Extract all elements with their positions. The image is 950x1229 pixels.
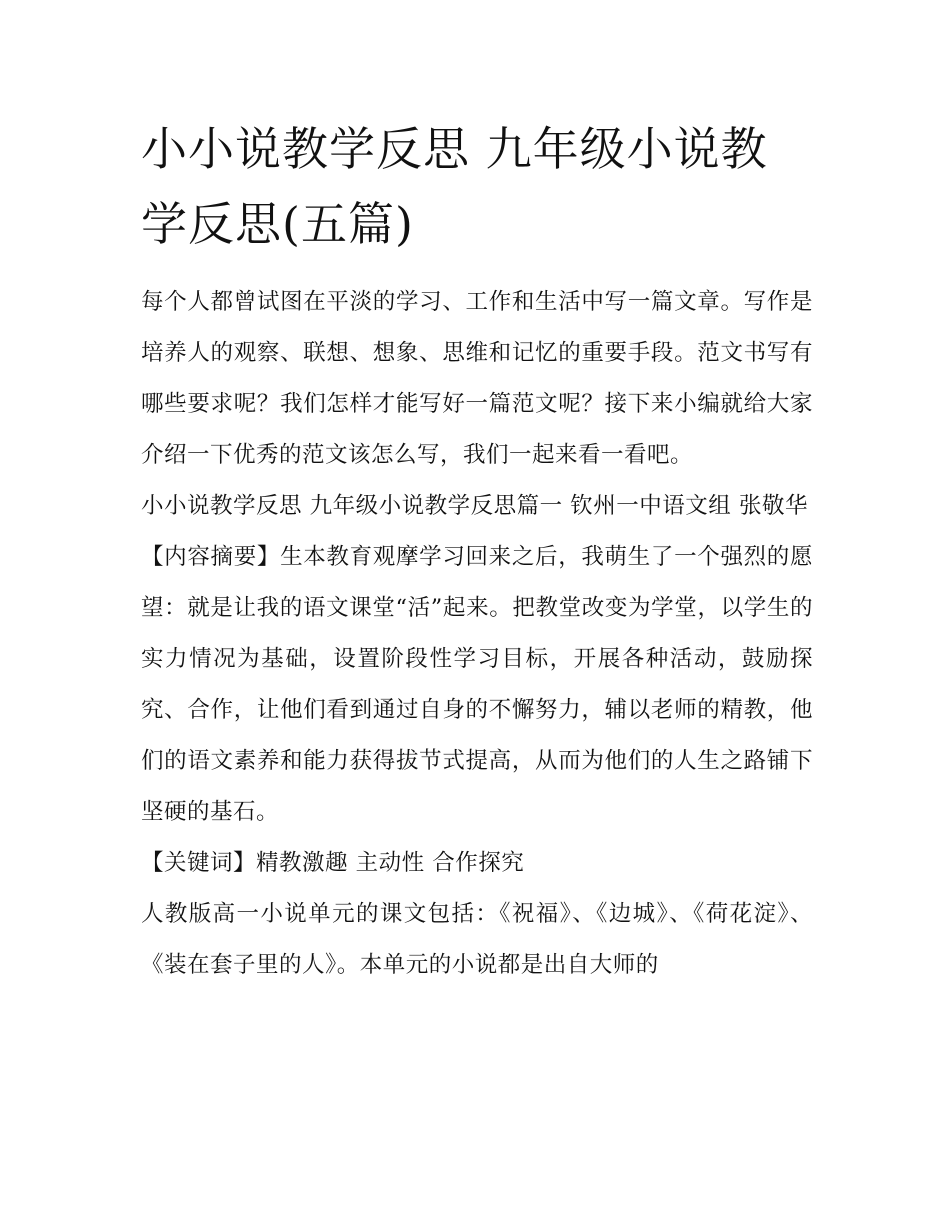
- paragraph-keywords: 【关键词】精教激趣 主动性 合作探究: [141, 850, 525, 876]
- document-body: [141, 112, 813, 991]
- paragraph-abstract: 【内容摘要】生本教育观摩学习回来之后，我萌生了一个强烈的愿望：就是让我的语文课堂“活”起来。把教堂改变为学堂，以学生的实力情况为基础，设置阶段性学习目标，开展各种活动，鼓励探究、合作，让他们看到通过自身的不懈努力，辅以老师的精教，他们的语文素养和能力获得拔节式提高，从而为他们的人生之路铺下坚硬的基石。: [141, 544, 813, 825]
- paragraph-body: 人教版高一小说单元的课文包括：《祝福》、《边城》、《荷花淀》、《装在套子里的人》。本单元的小说都是出自大师的: [141, 901, 813, 978]
- document-title: 小小说教学反思 九年级小说教学反思(五篇): [141, 122, 768, 251]
- paragraph-intro: 每个人都曾试图在平淡的学习、工作和生活中写一篇文章。写作是培养人的观察、联想、想象、思维和记忆的重要手段。范文书写有哪些要求呢？我们怎样才能写好一篇范文呢？接下来小编就给大家介绍一下优秀的范文该怎么写，我们一起来看一看吧。: [141, 289, 813, 468]
- paragraph-section-heading: 小小说教学反思 九年级小说教学反思篇一 钦州一中语文组 张敬华: [141, 493, 808, 519]
